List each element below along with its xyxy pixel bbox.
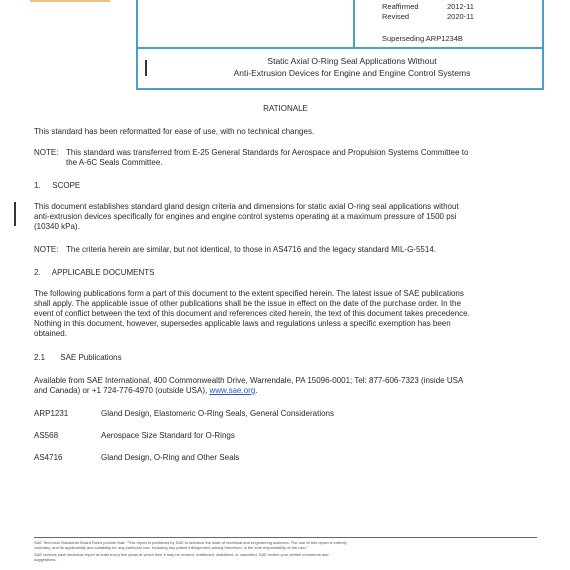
change-bar-scope	[14, 202, 16, 226]
sae-website-link[interactable]: www.sae.org	[209, 386, 256, 395]
note-transfer	[34, 148, 537, 168]
reference-item	[34, 409, 334, 418]
footer-line-4: suggestions.	[34, 557, 57, 562]
footer-line-1: SAE Technical Standards Board Rules provide that: "This report is published by SAE to advance the state of technical and engineering sciences. The use of this report is entirely	[34, 540, 347, 545]
superseding-note: Superseding ARP1234B	[382, 34, 463, 43]
reference-title: Aerospace Size Standard for O-Rings	[101, 431, 235, 440]
reaffirmed-label: Reaffirmed	[382, 2, 419, 11]
title-line-1: Static Axial O-Ring Seal Applications Without	[267, 56, 437, 66]
scope-paragraph	[34, 202, 537, 232]
scope-line-1: This document establishes standard gland design criteria and dimensions for static axial O-ring seal applications without	[34, 202, 459, 211]
applicable-line-3: event of conflict between the text of this document and references cited herein, the text of this document takes precedence.	[34, 309, 470, 318]
footer-line-2: voluntary, and its applicability and suitability for any particular use, including any patent infringement arising therefrom, is the sole responsibility of the user."	[34, 545, 309, 550]
reference-title: Gland Design, Elastomeric O-Ring Seals, General Considerations	[101, 409, 334, 418]
section-number: 1.	[34, 181, 41, 190]
scope-heading	[34, 181, 537, 191]
change-bar-title	[145, 60, 147, 76]
reference-code: AS568	[34, 431, 59, 440]
revised-row	[382, 12, 474, 22]
availability-line-1: Available from SAE International, 400 Commonwealth Drive, Warrendale, PA 15096-0001; Tel: 877-606-7323 (inside USA	[34, 376, 464, 385]
section-title: SCOPE	[52, 181, 81, 190]
reference-code: ARP1231	[34, 409, 69, 418]
reaffirmed-date: 2012-11	[447, 2, 474, 11]
note-label: NOTE:	[34, 148, 59, 157]
availability-line-2	[34, 386, 537, 396]
section-number: 2.1	[34, 353, 46, 362]
applicable-line-2: shall apply. The applicable issue of other publications shall be the issue in effect on the date of the purchase order. In the	[34, 299, 461, 308]
applicable-line-1: The following publications form a part of this document to the extent specified herein. The latest issue of SAE publications	[34, 289, 464, 298]
header-divider-horizontal	[136, 47, 544, 49]
title-line-2: Anti-Extrusion Devices for Engine and Engine Control Systems	[233, 68, 471, 78]
revised-date: 2020-11	[447, 12, 474, 21]
note-line-2: the A-6C Seals Committee.	[66, 158, 163, 167]
sae-publications-heading	[34, 353, 537, 363]
applicable-line-4: Nothing in this document, however, supersedes applicable laws and regulations unless a specific exemption has been	[34, 319, 451, 328]
note-body	[66, 148, 468, 168]
availability-line-2-text: and Canada) or +1 724-776-4970 (outside USA),	[34, 386, 208, 395]
section-title: SAE Publications	[60, 353, 122, 362]
header-divider-vertical	[353, 0, 355, 49]
availability-line-2-end: .	[255, 386, 258, 395]
footer-fine-print	[34, 540, 537, 562]
note-criteria	[34, 245, 537, 255]
rationale-heading: RATIONALE	[263, 104, 308, 113]
reference-item	[34, 431, 235, 440]
section-number: 2.	[34, 268, 41, 277]
applicable-line-5: obtained.	[34, 329, 67, 338]
section-title: APPLICABLE DOCUMENTS	[51, 268, 155, 277]
scope-line-3: (10340 kPa).	[34, 222, 80, 231]
note-body: The criteria herein are similar, but not identical, to those in AS4716 and the legacy standard MIL-G-5514.	[66, 245, 436, 254]
note-label: NOTE:	[34, 245, 59, 254]
applicable-paragraph	[34, 289, 537, 339]
reference-code: AS4716	[34, 453, 63, 462]
rationale-text: This standard has been reformatted for ease of use, with no technical changes.	[34, 127, 315, 136]
header-accent-strip	[30, 0, 110, 2]
footer-line-3: SAE reviews each technical report at least every five years at which time it may be revised, reaffirmed, stabilized, or cancelled. SAE invites your written comments and	[34, 552, 329, 557]
note-line-1: This standard was transferred from E-25 General Standards for Aerospace and Propulsion Systems Committee to	[66, 148, 469, 157]
reaffirmed-row	[382, 2, 474, 12]
sae-availability-paragraph	[34, 376, 537, 396]
footer-divider	[34, 537, 537, 538]
scope-line-2: anti-extrusion devices specifically for engines and engine control systems operating at a maximum pressure of 1500 psi	[34, 212, 457, 221]
revision-table	[382, 2, 474, 22]
reference-title: Gland Design, O-Ring and Other Seals	[101, 453, 240, 462]
applicable-documents-heading	[34, 268, 537, 278]
document-title	[160, 55, 544, 79]
reference-item	[34, 453, 239, 462]
revised-label: Revised	[382, 12, 410, 21]
